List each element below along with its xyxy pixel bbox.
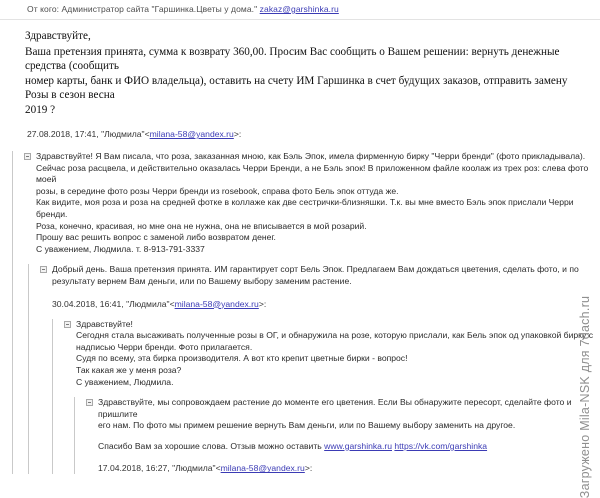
from-label: От кого: — [27, 4, 60, 14]
attribution-open-bracket-3: < — [215, 463, 221, 474]
quote-3-line-1: Здравствуйте! — [76, 318, 133, 329]
attribution-open-bracket-2: < — [169, 298, 175, 309]
quote-attribution-3 — [86, 452, 600, 474]
collapse-box-icon[interactable] — [86, 399, 93, 406]
attribution-email-link-2[interactable]: milana-58@yandex.ru — [174, 298, 259, 309]
attribution-name-2: "Людмила" — [126, 298, 170, 309]
collapse-box-icon[interactable] — [24, 153, 31, 160]
attribution-date-3: 17.04.2018, 16:27, — [98, 463, 170, 474]
quote-attribution-1 — [0, 117, 600, 140]
quote-1-line-2: Сейчас роза расцвела, и действительно оказалась Черри Бренди, а не Бэль эпок! В приложенном файле коолаж из трех роз: слева фото моей — [36, 162, 589, 185]
quote-4-line-2: его нам. По фото мы примем решение вернуть Вам деньги, или по Вашему выбору заменить на другое. — [98, 420, 516, 431]
attribution-email-link-3[interactable]: milana-58@yandex.ru — [220, 463, 305, 474]
quote-1-signature: С уважением, Людмила. т. 8-913-791-3337 — [36, 243, 205, 254]
quote-3-line-5: Так какая же у меня роза? — [76, 364, 182, 375]
quote-4-text — [98, 397, 600, 452]
quote-1-line-1: Здравствуйте! Я Вам писала, что роза, заказанная мною, как Бэль Эпок, имела фирменную бирку "Черри бренди" (фото прикладывала). — [36, 151, 586, 161]
intro-line-1: Ваша претензия принята, сумма к возврату 360,00. Просим Вас сообщить о Вашем решении: вернуть денежные средства (сообщить — [25, 45, 560, 72]
quote-2-line-2: результату вернем Вам деньги, или по Вашему выбору заменим растение. — [52, 275, 352, 286]
quote-4-thanks-line — [98, 441, 600, 453]
garshinka-site-link[interactable]: www.garshinka.ru — [324, 440, 392, 451]
thanks-text: Спасибо Вам за хорошие слова. Отзыв можно оставить — [98, 440, 322, 451]
quote-1-line-6: Прошу вас решить вопрос с заменой либо возвратом денег. — [36, 232, 276, 243]
quote-3-signature: С уважением, Людмила. — [76, 376, 174, 387]
quote-2-text — [52, 264, 600, 287]
quote-3-line-4: Судя по всему, эта бирка производителя. А вот кто крепит цветные бирки - вопрос! — [76, 353, 408, 364]
quote-1-line-5: Роза, конечно, красивая, но мне она не нужна, она не вписывается в мой розарий. — [36, 220, 367, 231]
quote-4-line-1: Здравствуйте, мы сопровождаем растение до моменте его цветения. Если Вы обнаружите пересорт, сделайте фото и пришлите — [98, 397, 572, 419]
quote-4-row — [86, 397, 600, 452]
quote-1-line-4: Как видите, моя роза и роза на средней фотке в коллаже как две сестрички-близняшки. Т.к. вы мне вместо Бэль эпок прислали Черри бренди. — [36, 197, 574, 219]
attribution-name-1: "Людмила" — [101, 129, 145, 139]
from-email-link[interactable]: zakaz@garshinka.ru — [259, 4, 339, 14]
quote-2-body — [40, 264, 600, 474]
quote-1-body — [24, 151, 600, 474]
attribution-email-link-1[interactable]: milana-58@yandex.ru — [149, 129, 234, 139]
quote-3-text — [76, 319, 600, 389]
attribution-date-2: 30.04.2018, 16:41, — [52, 298, 124, 309]
intro-greeting: Здравствуйте, — [25, 30, 91, 42]
from-sender-name: Администратор сайта "Гаршинка.Цветы у дома." — [61, 4, 258, 14]
intro-line-2: номер карты, банк и ФИО владельца), оставить на счету ИМ Гаршинка в счет будущих заказов, отправить замену Розы в сезон весна — [25, 74, 568, 101]
quote-3-row — [64, 319, 600, 389]
intro-line-3: 2019 ? — [25, 103, 56, 116]
quote-level-2 — [28, 264, 600, 474]
quote-3-line-2: Сегодня стала высаживать полученные розы в ОГ, и обнаружила на розе, которую прислали, как Бель эпок од упаковкой бирку с — [76, 330, 594, 341]
attribution-close-bracket-1: >: — [233, 129, 242, 139]
mail-from-header — [0, 0, 600, 20]
attribution-close-bracket-2: >: — [258, 298, 267, 309]
quote-3-line-3: надписью Черри бренди. Фото прилагается. — [76, 341, 253, 352]
quote-1-row — [24, 151, 600, 255]
intro-message-body — [0, 20, 600, 117]
quote-attribution-2 — [40, 288, 600, 310]
quote-1-line-3: розы, в середине фото розы Черри бренди из rosebook, справа фото Бель эпок оттуда же. — [36, 185, 399, 196]
quote-1-text — [36, 151, 600, 255]
attribution-date-1: 27.08.2018, 17:41, — [27, 129, 99, 139]
collapse-box-icon[interactable] — [64, 321, 71, 328]
quote-2-row — [40, 264, 600, 287]
attribution-name-3: "Людмила" — [172, 463, 216, 474]
collapse-box-icon[interactable] — [40, 266, 47, 273]
quote-3-body — [64, 319, 600, 475]
watermark-text: Загружено Mila-NSK для 7dach.ru — [578, 295, 593, 498]
attribution-close-bracket-3: >: — [304, 463, 313, 474]
quote-2-line-1: Добрый день. Ваша претензия принята. ИМ гарантирует сорт Бель Эпок. Предлагаем Вам дождаться цветения, сделать фото, и по — [52, 264, 579, 275]
vk-group-link[interactable]: https://vk.com/garshinka — [394, 440, 488, 451]
quote-level-4 — [74, 397, 600, 474]
quote-level-3 — [52, 319, 600, 475]
quote-level-1 — [12, 151, 600, 474]
attribution-open-bracket-1: < — [144, 129, 150, 139]
quote-4-body — [86, 397, 600, 474]
